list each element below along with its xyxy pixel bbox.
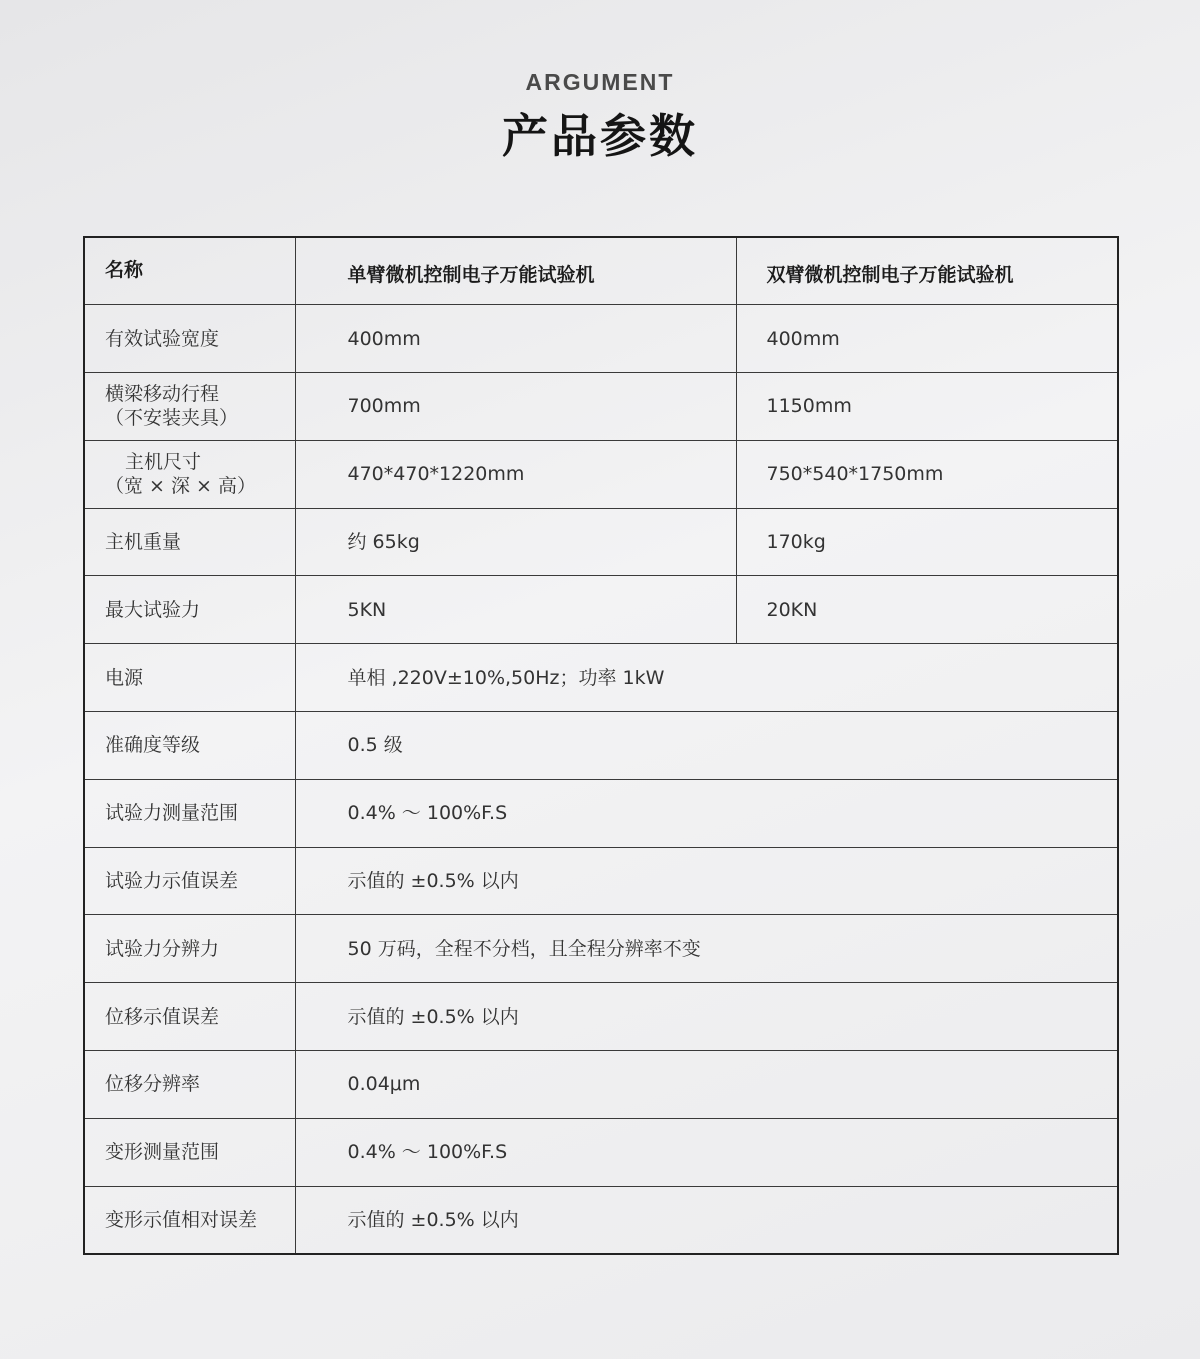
row-value-double: 1150mm <box>736 373 1118 441</box>
row-value-double: 170kg <box>736 508 1118 576</box>
row-value: 示值的 ±0.5% 以内 <box>295 983 1118 1051</box>
table-row <box>84 915 1118 983</box>
table-header-row <box>84 237 1118 305</box>
row-label <box>84 373 295 441</box>
column-header-double: 双臂微机控制电子万能试验机 <box>736 237 1118 305</box>
row-label: 主机重量 <box>84 508 295 576</box>
page-title: 产品参数 <box>502 109 698 163</box>
row-value: 单相 ,220V±10%,50Hz；功率 1kW <box>295 644 1118 712</box>
row-label: 位移分辨率 <box>84 1051 295 1119</box>
row-label: 准确度等级 <box>84 712 295 780</box>
row-label: 电源 <box>84 644 295 712</box>
row-label-line2: （不安装夹具） <box>105 407 239 430</box>
row-value-double: 400mm <box>736 305 1118 373</box>
table-row <box>84 1118 1118 1186</box>
table-row <box>84 1186 1118 1254</box>
row-label <box>84 440 295 508</box>
table-row <box>84 305 1118 373</box>
row-label: 变形测量范围 <box>84 1118 295 1186</box>
row-value: 0.5 级 <box>295 712 1118 780</box>
table-row <box>84 847 1118 915</box>
table-row <box>84 779 1118 847</box>
page-subtitle: ARGUMENT <box>525 69 675 95</box>
row-value: 0.04μm <box>295 1051 1118 1119</box>
row-value-single: 470*470*1220mm <box>295 440 736 508</box>
column-header-name: 名称 <box>84 237 295 305</box>
row-value: 0.4% ～ 100%F.S <box>295 1118 1118 1186</box>
params-table <box>83 236 1119 1255</box>
row-value: 示值的 ±0.5% 以内 <box>295 847 1118 915</box>
row-label-line1: 横梁移动行程 <box>105 383 220 406</box>
row-label-line2: （宽 × 深 × 高） <box>105 475 256 498</box>
row-value: 示值的 ±0.5% 以内 <box>295 1186 1118 1254</box>
table-row <box>84 1051 1118 1119</box>
row-label: 试验力示值误差 <box>84 847 295 915</box>
row-value-double: 750*540*1750mm <box>736 440 1118 508</box>
table-row <box>84 983 1118 1051</box>
page-header <box>0 66 1200 164</box>
row-label: 位移示值误差 <box>84 983 295 1051</box>
row-value-single: 约 65kg <box>295 508 736 576</box>
table-row <box>84 373 1118 441</box>
row-label: 有效试验宽度 <box>84 305 295 373</box>
row-label: 试验力测量范围 <box>84 779 295 847</box>
row-value-single: 400mm <box>295 305 736 373</box>
table-row <box>84 644 1118 712</box>
table-row <box>84 712 1118 780</box>
row-label: 最大试验力 <box>84 576 295 644</box>
row-value: 50 万码，全程不分档，且全程分辨率不变 <box>295 915 1118 983</box>
row-label: 试验力分辨力 <box>84 915 295 983</box>
table-row <box>84 576 1118 644</box>
column-header-single: 单臂微机控制电子万能试验机 <box>295 237 736 305</box>
row-value-double: 20KN <box>736 576 1118 644</box>
table-row <box>84 440 1118 508</box>
table-row <box>84 508 1118 576</box>
row-value-single: 700mm <box>295 373 736 441</box>
row-value: 0.4% ～ 100%F.S <box>295 779 1118 847</box>
row-value-single: 5KN <box>295 576 736 644</box>
row-label: 变形示值相对误差 <box>84 1186 295 1254</box>
row-label-line1: 主机尺寸 <box>125 451 202 474</box>
